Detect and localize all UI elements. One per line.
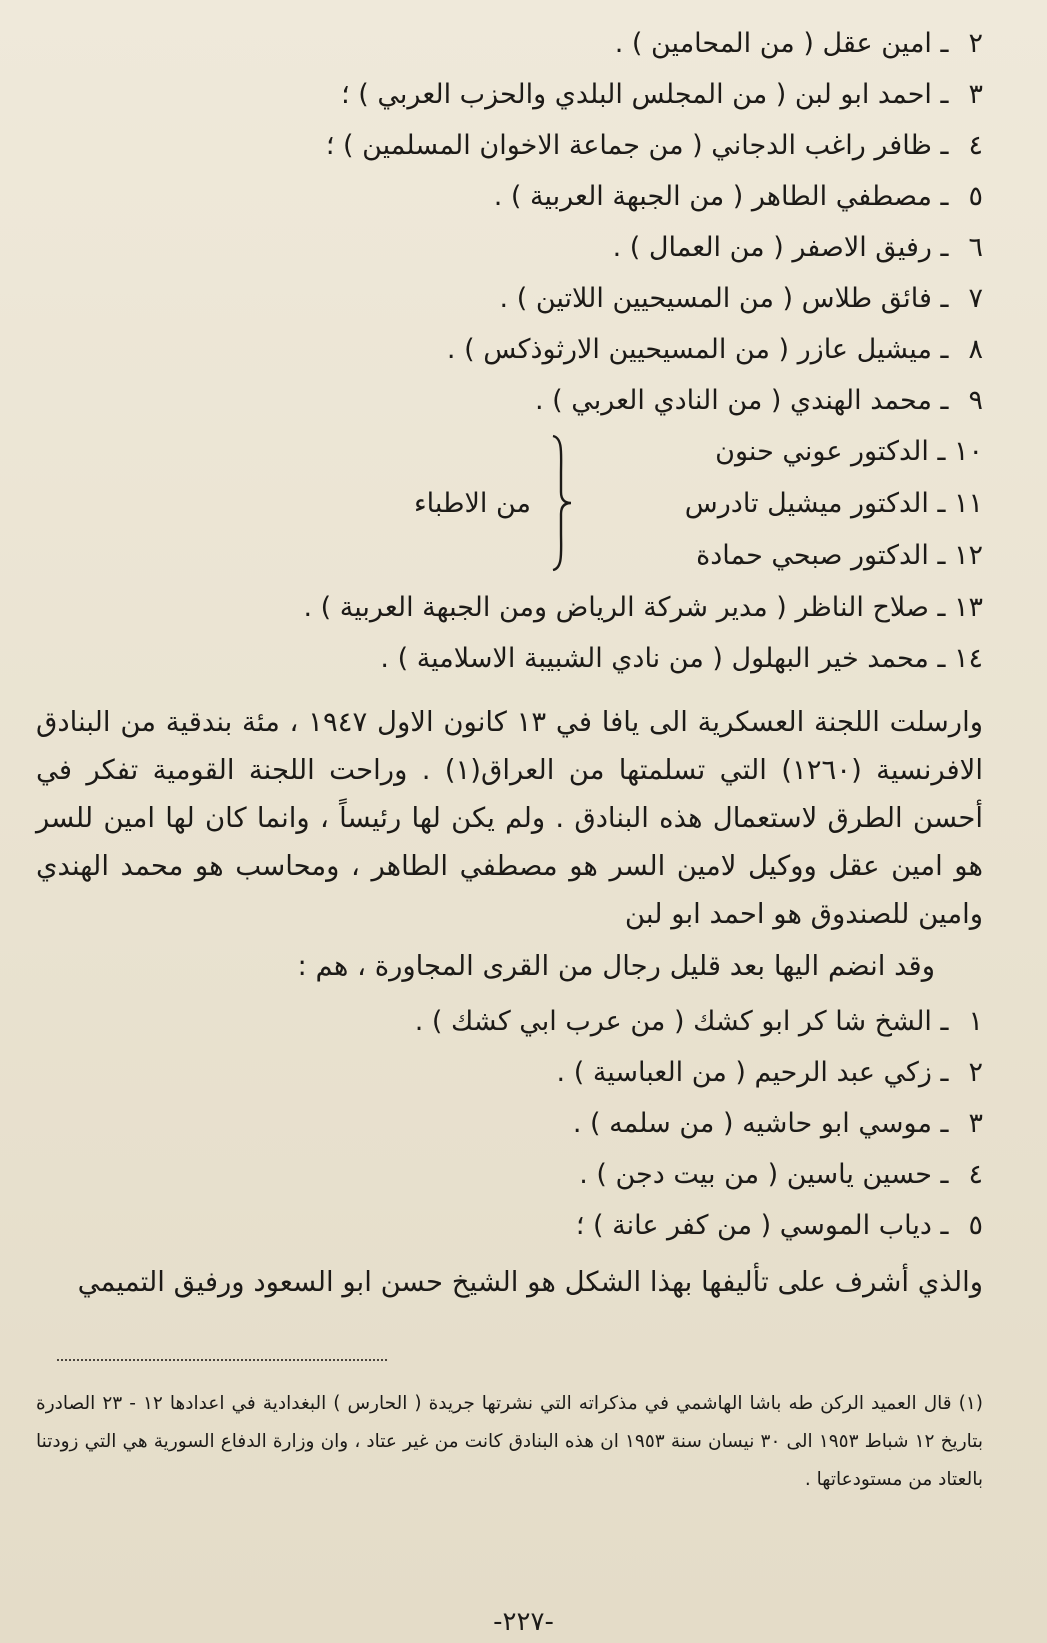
list-item: ٦ ـ رفيق الاصفر ( من العمال ) .	[612, 232, 983, 263]
villages-list	[36, 996, 983, 1251]
footnote-divider	[57, 1359, 387, 1361]
list-item: ٨ ـ ميشيل عازر ( من المسيحيين الارثوذكس ) .	[446, 334, 983, 365]
list-item: ١ ـ الشخ شا كر ابو كشك ( من عرب ابي كشك ) .	[414, 1006, 983, 1037]
members-list-a	[36, 18, 983, 426]
page-number: -٢٢٧-	[493, 1607, 554, 1637]
group-label: من الاطباء	[413, 488, 531, 519]
list-item: ٥ ـ دياب الموسي ( من كفر عانة ) ؛	[575, 1210, 983, 1241]
curly-brace-icon	[551, 434, 573, 572]
list-item: ٣ ـ موسي ابو حاشيه ( من سلمه ) .	[572, 1108, 983, 1139]
members-list-b	[36, 582, 983, 684]
body-paragraph: وارسلت اللجنة العسكرية الى يافا في ١٣ كانون الاول ١٩٤٧ ، مئة بندقية من البنادق الافرنسية (١٢٦٠) التي تسلمتها من العراق(١) . وراحت اللجنة القومية تفكر في أحسن الطرق لاستعمال هذه البنادق . ولم يكن لها رئيساً ، وانما كان لها امين للسر هو امين عقل ووكيل لامين السر هو مصطفي الطاهر ، ومحاسب هو محمد الهندي وامين للصندوق هو احمد ابو لبن	[36, 706, 984, 930]
list-item: ١٣ ـ صلاح الناظر ( مدير شركة الرياض ومن الجبهة العربية ) .	[303, 592, 983, 623]
doctors-group	[36, 426, 983, 582]
list-item: ٥ ـ مصطفي الطاهر ( من الجبهة العربية ) .	[493, 181, 983, 212]
body-paragraph: وقد انضم اليها بعد قليل رجال من القرى المجاورة ، هم :	[297, 950, 935, 982]
list-item: ٢ ـ امين عقل ( من المحامين ) .	[614, 28, 983, 59]
list-item: ١٢ ـ الدكتور صبحي حمادة	[696, 540, 983, 571]
list-item: ٣ ـ احمد ابو لبن ( من المجلس البلدي والحزب العربي ) ؛	[341, 79, 983, 110]
list-item: ٩ ـ محمد الهندي ( من النادي العربي ) .	[534, 385, 983, 416]
list-item: ٢ ـ زكي عبد الرحيم ( من العباسية ) .	[556, 1057, 983, 1088]
footnote: (١) قال العميد الركن طه باشا الهاشمي في مذكراته التي نشرتها جريدة ( الحارس ) البغدادية في اعدادها ١٢ - ٢٣ الصادرة بتاريخ ١٢ شباط ١٩٥٣ الى ٣٠ نيسان سنة ١٩٥٣ ان هذه البنادق كانت من غير عتاد ، وان وزارة الدفاع السورية هي التي زودتنا بالعتاد من مستودعاتها .	[36, 1393, 984, 1490]
list-item: ٧ ـ فائق طلاس ( من المسيحيين اللاتين ) .	[499, 283, 983, 314]
body-last-line: والذي أشرف على تأليفها بهذا الشكل هو الشيخ حسن ابو السعود ورفيق التميمي	[77, 1266, 983, 1298]
list-item: ١٤ ـ محمد خير البهلول ( من نادي الشبيبة الاسلامية ) .	[380, 643, 983, 674]
list-item: ٤ ـ حسين ياسين ( من بيت دجن ) .	[579, 1159, 983, 1190]
list-item: ١٠ ـ الدكتور عوني حنون	[715, 436, 983, 467]
list-item: ١١ ـ الدكتور ميشيل تادرس	[684, 488, 983, 519]
list-item: ٤ ـ ظافر راغب الدجاني ( من جماعة الاخوان المسلمين ) ؛	[325, 130, 983, 161]
